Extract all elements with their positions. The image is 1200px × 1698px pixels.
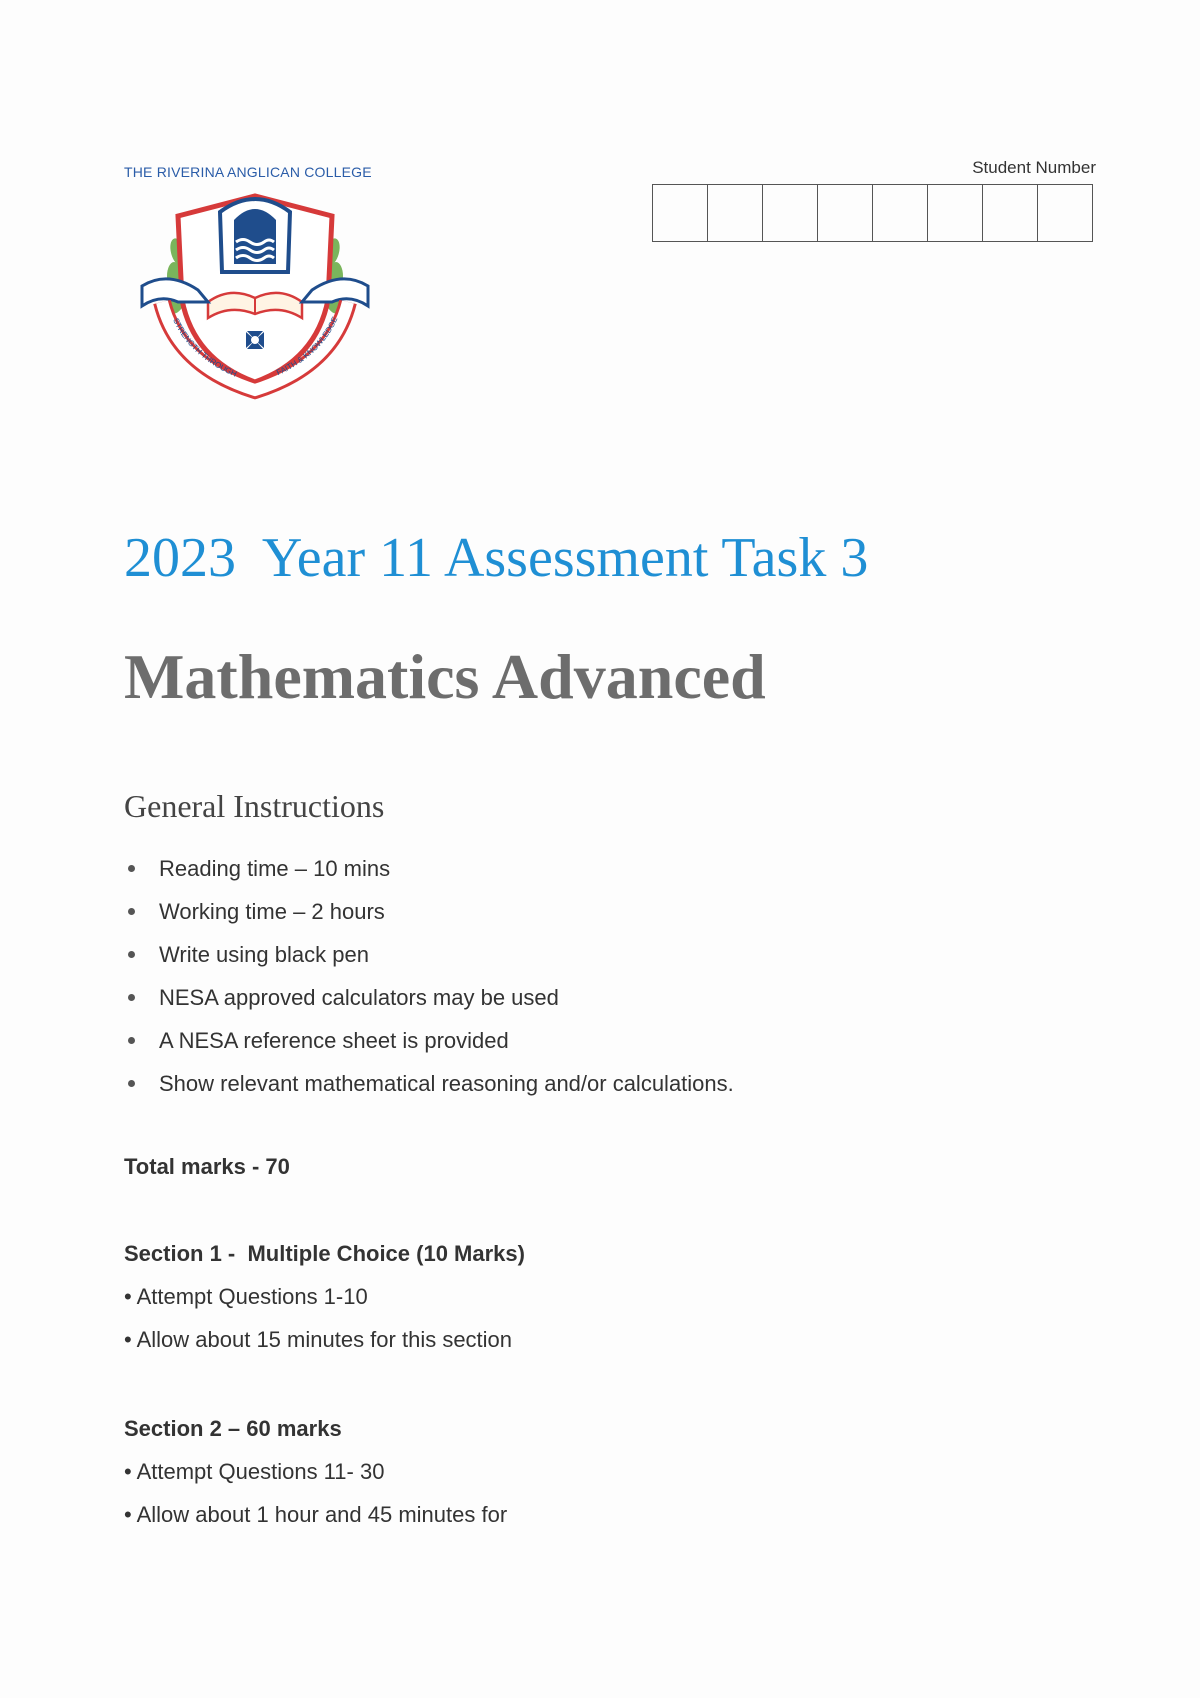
total-marks: Total marks - 70 [124,1154,290,1179]
bullet-icon [128,908,135,915]
student-number-digit-box[interactable] [873,185,928,241]
instruction-item: Reading time – 10 mins [124,847,734,890]
college-crest-logo [138,190,372,400]
student-number-digit-box[interactable] [763,185,818,241]
crest-motto-right: FAITH & KNOWLEDGE [275,315,340,378]
student-number-digit-box[interactable] [1038,185,1093,241]
college-name: THE RIVERINA ANGLICAN COLLEGE [124,164,372,180]
bullet-icon [128,1080,135,1087]
student-number-digit-box[interactable] [708,185,763,241]
section-1-item: • Allow about 15 minutes for this section [124,1327,513,1352]
bullet-icon [128,951,135,958]
instruction-item: NESA approved calculators may be used [124,976,734,1019]
section-2-heading: Section 2 – 60 marks [124,1416,342,1441]
crest-motto-left: STRENGTH THROUGH [171,316,239,379]
bullet-icon [128,1037,135,1044]
bullet-icon [128,865,135,872]
task-title: 2023 Year 11 Assessment Task 3 [124,527,869,589]
subject-title: Mathematics Advanced [124,641,766,712]
student-number-digit-box[interactable] [928,185,983,241]
instructions-list [124,847,734,1105]
student-number-boxes[interactable] [652,184,1093,242]
instructions-heading: General Instructions [124,788,385,824]
instruction-item: Show relevant mathematical reasoning and/or calculations. [124,1062,734,1105]
bullet-icon [128,994,135,1001]
section-2-item: • Allow about 1 hour and 45 minutes for [124,1502,508,1527]
student-number-digit-box[interactable] [818,185,873,241]
student-number-label: Student Number [972,158,1096,177]
student-number-digit-box[interactable] [653,185,708,241]
instruction-item: A NESA reference sheet is provided [124,1019,734,1062]
instruction-item: Working time – 2 hours [124,890,734,933]
student-number-digit-box[interactable] [983,185,1038,241]
section-2-item: • Attempt Questions 11- 30 [124,1459,385,1484]
section-1-heading: Section 1 - Multiple Choice (10 Marks) [124,1241,525,1266]
instruction-item: Write using black pen [124,933,734,976]
section-1-item: • Attempt Questions 1-10 [124,1284,368,1309]
